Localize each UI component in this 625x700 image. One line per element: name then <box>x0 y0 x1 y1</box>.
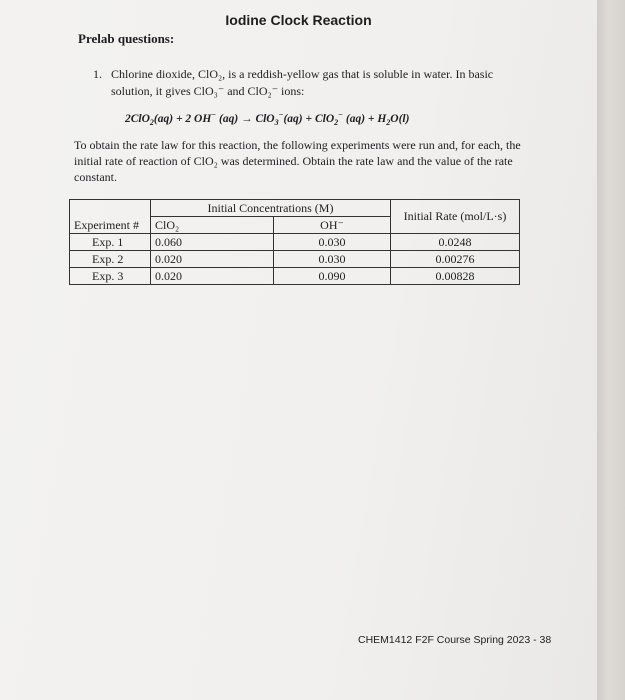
section-heading: Prelab questions: <box>78 31 175 46</box>
page-footer: CHEM1412 F2F Course Spring 2023 - 38 <box>358 634 552 646</box>
cell-experiment: Exp. 3 <box>70 268 151 285</box>
cell-experiment: Exp. 2 <box>70 251 151 268</box>
cell-rate: 0.00828 <box>391 268 520 285</box>
cell-clo2: 0.020 <box>151 251 274 268</box>
table-row <box>70 234 520 251</box>
header-initial-rate: Initial Rate (mol/L·s) <box>391 200 520 234</box>
chemical-equation: 2ClO$_2$(aq) + 2 OH− (aq) → ClO$_3$−(aq) + ClO$_2$− $(aq) + H_2O(l)$ <box>125 110 410 128</box>
cell-clo2: 0.020 <box>151 268 274 285</box>
cell-experiment: Exp. 1 <box>70 234 151 251</box>
question-number: 1. <box>93 67 102 81</box>
table-row <box>70 268 520 285</box>
table-row <box>70 251 520 268</box>
question-text-line-1: Chlorine dioxide, ClO₂, is a reddish-yellow gas that is soluble in water. In basic <box>111 67 494 81</box>
experiment-table <box>69 199 520 285</box>
header-initial-concentrations: Initial Concentrations (M) <box>151 200 391 217</box>
cell-clo2: 0.060 <box>151 234 274 251</box>
question-paragraph: To obtain the rate law for this reaction, the following experiments were run and, for each, the initial rate of reaction of ClO₂ was determined. Obtain the rate law and the value of the rate constant. <box>74 138 521 184</box>
cell-oh: 0.030 <box>274 234 391 251</box>
cell-rate: 0.0248 <box>391 234 520 251</box>
header-oh: OH⁻ <box>274 217 391 234</box>
page-title: Iodine Clock Reaction <box>225 12 372 28</box>
header-experiment: Experiment # <box>70 200 151 234</box>
page-edge-background <box>597 0 625 700</box>
question-text-line-2: solution, it gives ClO₃⁻ and ClO₂⁻ ions: <box>111 84 305 98</box>
cell-oh: 0.030 <box>274 251 391 268</box>
table-header-row <box>70 200 520 217</box>
header-clo2: ClO₂ <box>151 217 274 234</box>
cell-oh: 0.090 <box>274 268 391 285</box>
cell-rate: 0.00276 <box>391 251 520 268</box>
